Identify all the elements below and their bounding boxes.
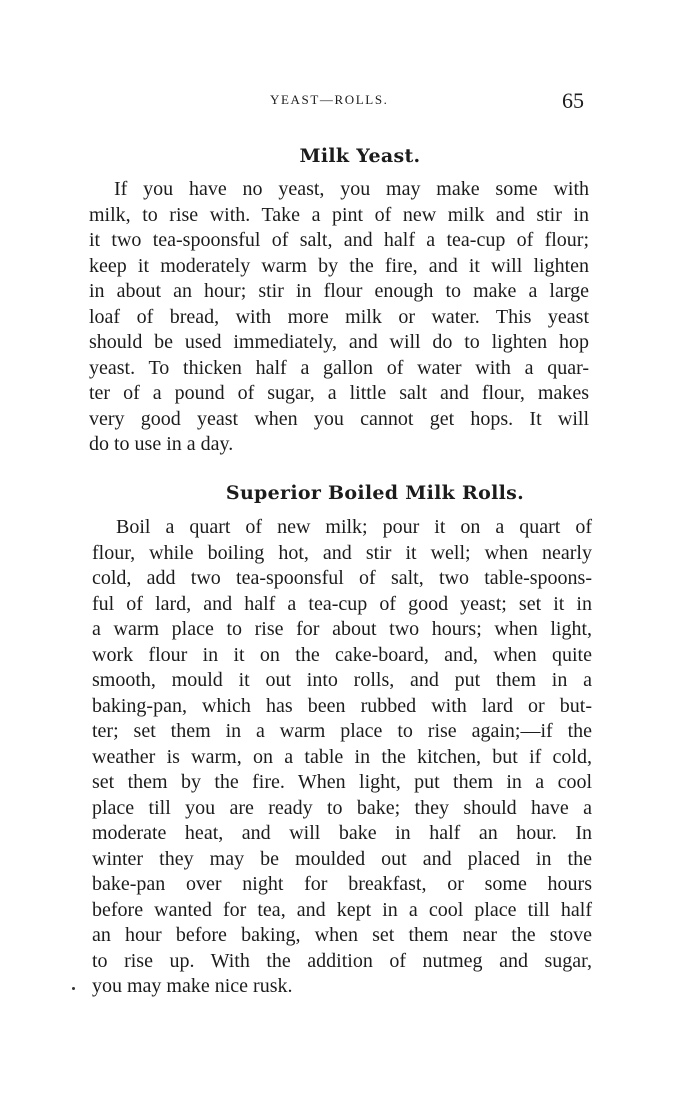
text-line: ter of a pound of sugar, a little salt and flour, makes [89,382,589,404]
paragraph-milk-yeast [89,177,589,458]
text-line: If you have no yeast, you may make some with [114,178,589,200]
text-line: work flour in it on the cake-board, and, when quite [92,643,592,666]
text-line: you may make nice rusk. [92,975,293,997]
section-title-milk-yeast: Milk Yeast. [299,145,421,167]
text-line: in about an hour; stir in flour enough to make a large [89,280,589,302]
text-line: bake-pan over night for breakfast, or some hours [92,873,592,895]
text-line: loaf of bread, with more milk or water. This yeast [89,305,589,328]
text-line: moderate heat, and will bake in half an hour. In [92,822,592,844]
text-line: an hour before baking, when set them near the stove [92,924,592,946]
text-line: keep it moderately warm by the fire, and it will lighten [89,254,589,277]
text-line: smooth, mould it out into rolls, and put them in a [92,669,592,691]
page-number: 65 [562,88,584,113]
text-line: set them by the fire. When light, put them in a cool [92,771,592,793]
text-line: flour, while boiling hot, and stir it well; when nearly [92,541,592,564]
text-line: weather is warm, on a table in the kitchen, but if cold, [92,745,592,768]
text-line: do to use in a day. [89,433,234,455]
text-line: place till you are ready to bake; they should have a [92,796,592,819]
text-line: a warm place to rise for about two hours; when light, [92,618,592,640]
text-line: very good yeast when you cannot get hops. It will [89,407,589,430]
text-line: winter they may be moulded out and placed in the [92,847,592,870]
paragraph-milk-rolls [92,515,592,1000]
print-speck [72,987,75,990]
text-line: Boil a quart of new milk; pour it on a quart of [116,516,592,538]
text-line: it two tea-spoonsful of salt, and half a tea-cup of flour; [89,229,589,251]
text-line: before wanted for tea, and kept in a cool place till half [92,898,592,921]
text-line: baking-pan, which has been rubbed with lard or but- [92,694,592,717]
running-head: YEAST—ROLLS. [270,92,389,107]
text-line: yeast. To thicken half a gallon of water with a quar- [89,356,589,379]
text-line: milk, to rise with. Take a pint of new milk and stir in [89,203,589,226]
text-line: to rise up. With the addition of nutmeg and sugar, [92,949,592,972]
section-title-superior-boiled-milk-rolls: Superior Boiled Milk Rolls. [225,482,525,504]
text-line: cold, add two tea-spoonsful of salt, two table-spoons- [92,567,592,589]
text-line: ter; set them in a warm place to rise again;—if the [92,720,592,742]
text-line: ful of lard, and half a tea-cup of good yeast; set it in [92,592,592,615]
text-line: should be used immediately, and will do to lighten hop [89,331,589,353]
